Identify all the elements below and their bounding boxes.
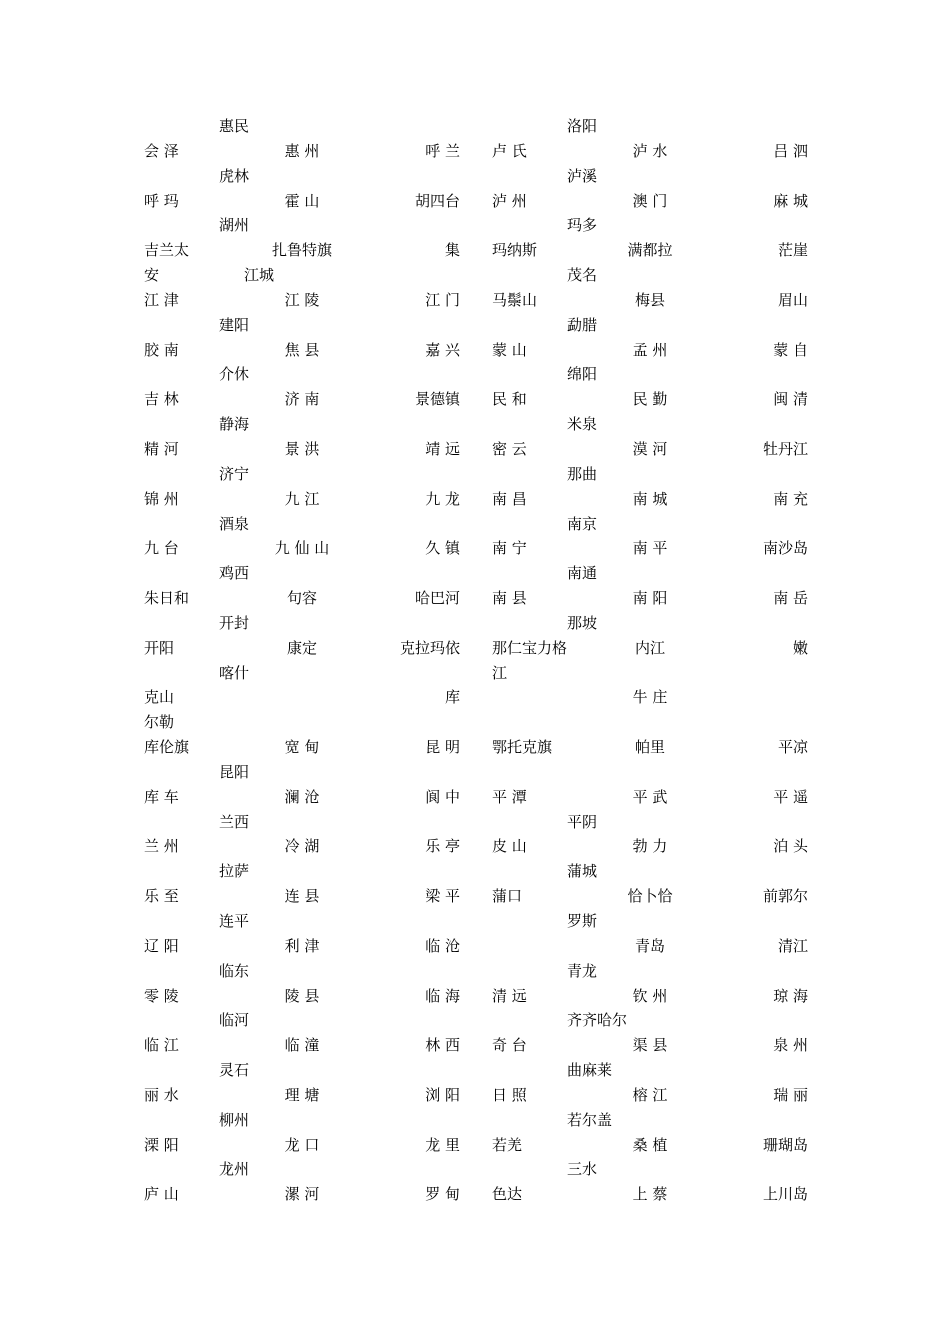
- text-line: [144, 512, 460, 537]
- place-name: 马鬃山: [492, 290, 538, 309]
- place-name: 龙州: [219, 1160, 250, 1179]
- place-name: 渠 县: [632, 1036, 668, 1055]
- place-name: 久 镇: [425, 539, 460, 558]
- text-line: [144, 561, 460, 586]
- text-line: [144, 313, 460, 338]
- place-name: 清江: [777, 936, 808, 955]
- place-name: 琼 海: [773, 986, 808, 1005]
- place-name: 乐 亭: [425, 837, 460, 856]
- text-line: [492, 437, 808, 462]
- place-name: 景 洪: [284, 439, 320, 458]
- place-name: 蒲口: [492, 887, 523, 906]
- place-name: 吉 林: [144, 390, 179, 409]
- place-name: 康定: [286, 638, 318, 657]
- text-line: [492, 114, 808, 139]
- place-name: 江 陵: [284, 290, 320, 309]
- place-name: 青龙: [567, 961, 598, 980]
- text-line: [144, 735, 460, 760]
- place-name: 理 塘: [284, 1085, 320, 1104]
- place-name: 青岛: [634, 936, 666, 955]
- place-name: 江 津: [144, 290, 179, 309]
- place-name: 勃 力: [632, 837, 668, 856]
- text-line: [144, 1157, 460, 1182]
- place-name: 桑 植: [632, 1135, 668, 1154]
- place-name: 喀什: [219, 663, 250, 682]
- place-name: 吉兰太: [144, 241, 190, 260]
- place-name: 胶 南: [144, 340, 179, 359]
- place-name: 江: [492, 663, 508, 682]
- text-line: [144, 810, 460, 835]
- place-name: 胡四台: [414, 191, 460, 210]
- place-name: 蒙 自: [773, 340, 808, 359]
- place-name: 平阴: [567, 812, 598, 831]
- place-name: 南 岳: [773, 589, 808, 608]
- place-name: 临河: [219, 1011, 250, 1030]
- text-line: [144, 139, 460, 164]
- text-line: [144, 859, 460, 884]
- place-name: 连平: [219, 912, 250, 930]
- place-name: 若羌: [492, 1135, 523, 1154]
- text-line: [144, 710, 460, 735]
- place-name: 开封: [219, 613, 250, 632]
- text-line: [144, 487, 460, 512]
- place-name: 锦 州: [144, 489, 179, 508]
- place-name: 库: [444, 688, 460, 707]
- place-name: 南京: [567, 514, 598, 533]
- place-name: 南沙岛: [762, 539, 808, 558]
- place-name: 柳州: [219, 1110, 250, 1129]
- place-name: 昆 明: [425, 738, 460, 757]
- place-name: 蒲城: [567, 862, 598, 881]
- text-line: [492, 512, 808, 537]
- place-name: 零 陵: [144, 986, 179, 1005]
- text-line: [492, 586, 808, 611]
- place-name: 南 平: [632, 539, 668, 558]
- place-name: 靖 远: [425, 439, 460, 458]
- place-name: 兰 州: [144, 837, 179, 856]
- place-name: 虎林: [219, 166, 250, 185]
- place-name: 丽 水: [144, 1085, 179, 1104]
- text-line: [144, 661, 460, 686]
- place-name: 九 江: [284, 489, 320, 508]
- place-name: 湖州: [219, 216, 250, 235]
- text-line: [492, 636, 808, 661]
- place-name: 九 台: [144, 539, 179, 558]
- place-name: 溧 阳: [144, 1135, 179, 1154]
- text-line: [492, 710, 808, 735]
- text-line: [492, 959, 808, 984]
- place-name: 安: [144, 266, 160, 285]
- place-name: 密 云: [492, 439, 527, 458]
- text-line: [144, 834, 460, 859]
- text-line: [144, 189, 460, 214]
- place-name: 泉 州: [773, 1036, 808, 1055]
- text-line: [492, 1157, 808, 1182]
- text-line: [144, 685, 460, 710]
- place-name: 惠民: [219, 117, 250, 135]
- place-name: 瑞 丽: [773, 1085, 808, 1104]
- place-name: 南通: [567, 564, 598, 583]
- text-line: [144, 959, 460, 984]
- place-name: 勐腊: [567, 315, 598, 334]
- place-name: 上 蔡: [632, 1185, 668, 1204]
- place-name: 临 潼: [284, 1036, 320, 1055]
- place-name: 会 泽: [144, 141, 179, 160]
- place-name: 嫩: [792, 638, 808, 657]
- text-line: [492, 462, 808, 487]
- place-name: 库伦旗: [144, 738, 190, 757]
- place-name: 平 潭: [492, 787, 527, 806]
- place-name: 江 门: [425, 290, 460, 309]
- text-line: [144, 785, 460, 810]
- place-name: 清 远: [492, 986, 527, 1005]
- place-name: 昆阳: [219, 762, 250, 781]
- text-line: [492, 760, 808, 785]
- place-name: 兰西: [219, 812, 250, 831]
- text-line: [492, 412, 808, 437]
- place-name: 澳 门: [632, 191, 668, 210]
- text-line: [492, 661, 808, 686]
- place-name: 鸡西: [219, 564, 250, 583]
- place-name: 南 城: [632, 489, 668, 508]
- place-name: 林 西: [425, 1036, 460, 1055]
- place-name: 牛 庄: [632, 688, 668, 707]
- place-name: 江城: [244, 266, 275, 285]
- text-line: [492, 387, 808, 412]
- text-line: [492, 785, 808, 810]
- place-name: 闽 清: [773, 390, 808, 409]
- place-name: 梁 平: [425, 887, 460, 906]
- place-name: 曲麻莱: [567, 1061, 613, 1080]
- place-name: 平 武: [632, 787, 668, 806]
- place-name: 恰卜恰: [627, 887, 673, 906]
- place-name: 宽 甸: [284, 738, 320, 757]
- place-name: 上川岛: [762, 1185, 808, 1204]
- place-name: 那坡: [567, 613, 598, 632]
- place-name: 色达: [492, 1185, 523, 1204]
- place-name: 玛纳斯: [492, 241, 538, 260]
- text-line: [492, 1133, 808, 1158]
- text-line: [144, 586, 460, 611]
- place-name: 朱日和: [144, 589, 190, 608]
- place-name: 牡丹江: [762, 439, 808, 458]
- place-name: 眉山: [777, 290, 808, 309]
- text-line: [144, 984, 460, 1009]
- place-name: 景德镇: [414, 390, 460, 409]
- place-name: 呼 玛: [144, 191, 179, 210]
- place-name: 茫崖: [777, 241, 808, 260]
- text-line: [144, 1008, 460, 1033]
- place-name: 梅县: [634, 290, 666, 309]
- place-name: 罗斯: [567, 912, 598, 930]
- place-name: 扎鲁特旗: [271, 241, 333, 260]
- place-name: 玛多: [567, 216, 598, 235]
- place-name: 泸 水: [632, 141, 668, 160]
- place-name: 榕 江: [632, 1085, 668, 1104]
- place-name: 漯 河: [284, 1185, 320, 1204]
- place-name: 冷 湖: [284, 837, 320, 856]
- place-name: 帕里: [634, 738, 666, 757]
- place-name: 泊 头: [773, 837, 808, 856]
- place-name: 米泉: [567, 415, 598, 434]
- place-name: 蒙 山: [492, 340, 527, 359]
- place-name: 哈巴河: [414, 589, 460, 608]
- place-name: 民 勤: [632, 390, 668, 409]
- text-line: [492, 859, 808, 884]
- text-line: [144, 362, 460, 387]
- text-line: [144, 611, 460, 636]
- place-name: 南 宁: [492, 539, 527, 558]
- text-line: [144, 338, 460, 363]
- place-name: 惠 州: [284, 141, 320, 160]
- place-name: 泸溪: [567, 166, 598, 185]
- place-name: 泸 州: [492, 191, 527, 210]
- place-name: 静海: [219, 415, 250, 434]
- text-line: [144, 1133, 460, 1158]
- text-line: [492, 313, 808, 338]
- text-line: [144, 238, 460, 263]
- left-column: [144, 114, 460, 1207]
- place-name: 阆 中: [425, 787, 460, 806]
- place-name: 介休: [219, 365, 250, 384]
- place-name: 九 龙: [425, 489, 460, 508]
- text-line: [492, 139, 808, 164]
- place-name: 开阳: [144, 638, 175, 657]
- text-line: [144, 462, 460, 487]
- text-line: [492, 984, 808, 1009]
- place-name: 那曲: [567, 464, 598, 483]
- place-name: 霍 山: [284, 191, 320, 210]
- place-name: 内江: [634, 638, 666, 657]
- place-name: 那仁宝力格: [492, 638, 568, 657]
- text-line: [144, 164, 460, 189]
- place-name: 庐 山: [144, 1185, 179, 1204]
- place-name: 尔勒: [144, 713, 175, 732]
- place-name: 连 县: [284, 887, 320, 906]
- place-name: 临东: [219, 961, 250, 980]
- place-name: 临 海: [425, 986, 460, 1005]
- right-column: [492, 114, 808, 1207]
- text-line: [144, 536, 460, 561]
- text-line: [144, 1033, 460, 1058]
- place-name: 奇 台: [492, 1036, 527, 1055]
- place-name: 句容: [286, 589, 318, 608]
- place-name: 珊瑚岛: [762, 1135, 808, 1154]
- text-line: [492, 362, 808, 387]
- text-line: [144, 114, 460, 139]
- text-line: [492, 213, 808, 238]
- text-line: [492, 288, 808, 313]
- text-line: [492, 238, 808, 263]
- place-name: 洛阳: [567, 117, 598, 135]
- place-name: 南 充: [773, 489, 808, 508]
- place-name: 浏 阳: [425, 1085, 460, 1104]
- text-line: [144, 1083, 460, 1108]
- place-name: 临 江: [144, 1036, 179, 1055]
- text-line: [144, 288, 460, 313]
- place-name: 南 阳: [632, 589, 668, 608]
- place-name: 民 和: [492, 390, 527, 409]
- place-name: 济 南: [284, 390, 320, 409]
- place-name: 鄂托克旗: [492, 738, 553, 757]
- place-name: 济宁: [219, 464, 250, 483]
- place-name: 前郭尔: [762, 887, 808, 906]
- text-line: [492, 934, 808, 959]
- place-name: 吕 泗: [773, 141, 808, 160]
- place-name: 罗 甸: [425, 1185, 460, 1204]
- place-name: 呼 兰: [425, 141, 460, 160]
- place-name: 酒泉: [219, 514, 250, 533]
- text-line: [492, 1033, 808, 1058]
- text-line: [492, 909, 808, 934]
- text-line: [144, 909, 460, 934]
- place-name: 皮 山: [492, 837, 527, 856]
- place-name: 澜 沧: [284, 787, 320, 806]
- text-line: [492, 884, 808, 909]
- place-name: 集: [444, 241, 460, 260]
- place-name: 嘉 兴: [425, 340, 460, 359]
- text-line: [492, 487, 808, 512]
- place-name: 灵石: [219, 1061, 250, 1080]
- text-line: [492, 735, 808, 760]
- place-name: 拉萨: [219, 862, 250, 881]
- place-name: 南 昌: [492, 489, 527, 508]
- place-name: 九 仙 山: [274, 539, 330, 558]
- text-line: [144, 760, 460, 785]
- place-name: 利 津: [284, 936, 320, 955]
- text-line: [144, 387, 460, 412]
- text-line: [144, 636, 460, 661]
- text-line: [144, 1182, 460, 1207]
- place-name: 龙 里: [425, 1135, 460, 1154]
- place-name: 陵 县: [284, 986, 320, 1005]
- place-name: 龙 口: [284, 1135, 320, 1154]
- text-line: [492, 263, 808, 288]
- text-line: [492, 338, 808, 363]
- text-line: [492, 810, 808, 835]
- text-line: [492, 1083, 808, 1108]
- place-name: 日 照: [492, 1085, 527, 1104]
- place-name: 克拉玛依: [399, 638, 460, 657]
- place-name: 平凉: [777, 738, 808, 757]
- place-name: 茂名: [567, 266, 598, 285]
- place-name: 满都拉: [627, 241, 673, 260]
- place-name: 三水: [567, 1160, 598, 1179]
- place-name: 克山: [144, 688, 175, 707]
- place-name: 建阳: [219, 315, 250, 334]
- text-line: [144, 213, 460, 238]
- text-line: [144, 884, 460, 909]
- text-line: [144, 934, 460, 959]
- place-name: 乐 至: [144, 887, 179, 906]
- place-name: 卢 氏: [492, 141, 527, 160]
- place-name: 平 遥: [773, 787, 808, 806]
- text-line: [492, 561, 808, 586]
- place-name: 绵阳: [567, 365, 598, 384]
- text-line: [144, 437, 460, 462]
- place-name: 麻 城: [773, 191, 808, 210]
- place-name: 临 沧: [425, 936, 460, 955]
- text-line: [144, 263, 460, 288]
- text-line: [492, 1008, 808, 1033]
- text-line: [492, 189, 808, 214]
- text-line: [144, 412, 460, 437]
- text-line: [144, 1058, 460, 1083]
- place-name: 钦 州: [632, 986, 668, 1005]
- text-line: [492, 1058, 808, 1083]
- place-name: 南 县: [492, 589, 527, 608]
- place-name: 齐齐哈尔: [567, 1011, 628, 1030]
- text-line: [144, 1108, 460, 1133]
- place-name: 若尔盖: [567, 1110, 613, 1129]
- text-line: [492, 536, 808, 561]
- place-name: 库 车: [144, 787, 179, 806]
- text-line: [492, 1182, 808, 1207]
- text-line: [492, 685, 808, 710]
- text-line: [492, 164, 808, 189]
- text-line: [492, 834, 808, 859]
- place-name: 焦 县: [284, 340, 320, 359]
- place-name: 漠 河: [632, 439, 668, 458]
- place-name: 辽 阳: [144, 936, 179, 955]
- text-line: [492, 1108, 808, 1133]
- place-name: 孟 州: [632, 340, 668, 359]
- place-name: 精 河: [144, 439, 179, 458]
- text-line: [492, 611, 808, 636]
